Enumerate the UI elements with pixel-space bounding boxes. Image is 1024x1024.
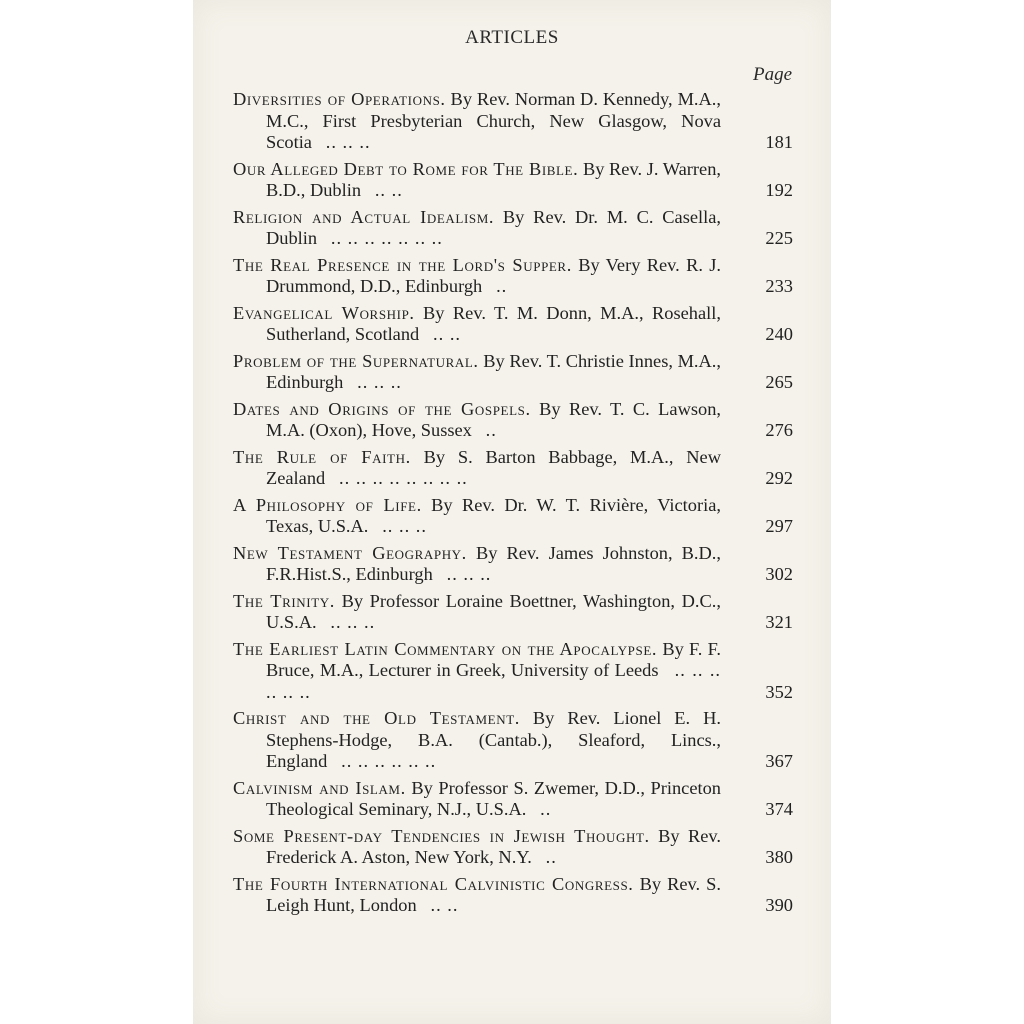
entry-author-info: By Professor Loraine Boettner, Washington, D.C., U.S.A. <box>266 590 721 632</box>
dot-leader: .. <box>496 276 508 296</box>
contents-list <box>233 89 793 922</box>
page-number: 367 <box>765 751 793 771</box>
dot-leader: .. .. <box>433 324 462 344</box>
entry-title: The Rule of Faith. <box>233 446 411 467</box>
contents-entry <box>233 351 793 394</box>
entry-title: Calvinism and Islam. <box>233 777 406 798</box>
entry-title: A Philosophy of Life. <box>233 494 422 515</box>
page-column-label: Page <box>753 64 793 85</box>
contents-entry <box>233 207 793 250</box>
dot-leader: .. .. .. <box>382 516 427 536</box>
page-number: 321 <box>765 612 793 632</box>
entry-title: Religion and Actual Idealism. <box>233 206 495 227</box>
entry-title: New Testament Geography. <box>233 542 467 563</box>
entry-title: Dates and Origins of the Gospels. <box>233 398 531 419</box>
page-number: 302 <box>765 564 793 584</box>
page-number: 352 <box>765 681 793 702</box>
dot-leader: .. .. .. <box>446 564 492 584</box>
entry-author-info: By Rev. T. M. Donn, M.A., Rosehall, Sutherland, Scotland <box>266 302 721 344</box>
entry-author-info: By F. F. Bruce, M.A., Lecturer in Greek, University of Leeds <box>266 638 721 680</box>
page-number: 276 <box>765 420 793 440</box>
contents-entry <box>233 89 793 154</box>
entry-title: Evangelical Worship. <box>233 302 415 323</box>
page-heading: ARTICLES <box>465 27 559 48</box>
entry-title: Our Alleged Debt to Rome for The Bible. <box>233 158 579 179</box>
contents-entry <box>233 778 793 821</box>
entry-title: Some Present-day Tendencies in Jewish Thought. <box>233 825 650 846</box>
dot-leader: .. <box>485 420 497 440</box>
contents-entry <box>233 303 793 346</box>
entry-author-info: By Rev. Frederick A. Aston, New York, N.Y. <box>266 825 721 867</box>
entry-author-info: By Rev. J. Warren, B.D., Dublin <box>266 158 721 200</box>
contents-entry <box>233 255 793 298</box>
page-number: 265 <box>765 372 793 392</box>
entry-title: Problem of the Supernatural. <box>233 350 479 371</box>
entry-author-info: By Rev. S. Leigh Hunt, London <box>266 873 721 915</box>
contents-entry <box>233 874 793 917</box>
entry-author-info: By Professor S. Zwemer, D.D., Princeton Theological Seminary, N.J., U.S.A. <box>266 777 721 819</box>
dot-leader: .. .. .. <box>330 612 376 632</box>
page-number: 374 <box>765 799 793 819</box>
entry-title: The Fourth International Calvinistic Congress. <box>233 873 634 894</box>
page-number: 240 <box>765 324 793 344</box>
contents-entry <box>233 399 793 442</box>
page-number: 292 <box>765 468 793 488</box>
contents-entry <box>233 159 793 202</box>
contents-entry <box>233 543 793 586</box>
contents-entry <box>233 591 793 634</box>
dot-leader: .. .. .. .. .. .. <box>266 660 722 702</box>
page-number: 233 <box>765 276 793 296</box>
contents-entry <box>233 447 793 490</box>
entry-title: The Trinity. <box>233 590 335 611</box>
entry-author-info: By Rev. Dr. M. C. Casella, Dublin <box>266 206 721 248</box>
entry-title: Christ and the Old Testament. <box>233 708 520 728</box>
book-page <box>193 0 831 1024</box>
entry-title: The Earliest Latin Commentary on the Apocalypse. <box>233 638 658 659</box>
entry-author-info: By Very Rev. R. J. Drummond, D.D., Edinburgh <box>266 254 721 296</box>
page-number: 192 <box>765 180 793 200</box>
page-number: 181 <box>765 132 793 152</box>
dot-leader: .. .. <box>430 895 459 915</box>
contents-entry <box>233 708 793 773</box>
entry-title: Diversities of Operations. <box>233 89 446 109</box>
contents-entry <box>233 639 793 704</box>
entry-author-info: By Rev. T. C. Lawson, M.A. (Oxon), Hove, Sussex <box>266 398 721 440</box>
contents-entry <box>233 495 793 538</box>
dot-leader: .. .. .. <box>325 132 371 152</box>
entry-author-info: By Rev. Lionel E. H. Stephens-Hodge, B.A. (Cantab.), Sleaford, Lincs., England <box>266 708 721 771</box>
entry-author-info: By Rev. James Johnston, B.D., F.R.Hist.S., Edinburgh <box>266 542 721 584</box>
dot-leader: .. .. .. <box>357 372 402 392</box>
contents-entry <box>233 826 793 869</box>
entry-title: The Real Presence in the Lord's Supper. <box>233 254 572 275</box>
dot-leader: .. .. .. .. .. .. <box>341 751 437 771</box>
page-number: 380 <box>765 847 793 867</box>
page-number: 225 <box>765 228 793 248</box>
entry-author-info: By Rev. Norman D. Kennedy, M.A., M.C., First Presbyterian Church, New Glasgow, Nova Scotia <box>266 89 721 152</box>
entry-author-info: By S. Barton Babbage, M.A., New Zealand <box>266 446 721 488</box>
page-number: 297 <box>765 516 793 536</box>
entry-author-info: By Rev. Dr. W. T. Rivière, Victoria, Texas, U.S.A. <box>266 494 721 536</box>
entry-author-info: By Rev. T. Christie Innes, M.A., Edinburgh <box>266 350 721 392</box>
dot-leader: .. .. <box>374 180 403 200</box>
page-number: 390 <box>765 895 793 915</box>
dot-leader: .. <box>540 799 552 819</box>
dot-leader: .. .. .. .. .. .. .. .. <box>339 468 468 488</box>
dot-leader: .. <box>545 847 557 867</box>
dot-leader: .. .. .. .. .. .. .. <box>330 228 443 248</box>
